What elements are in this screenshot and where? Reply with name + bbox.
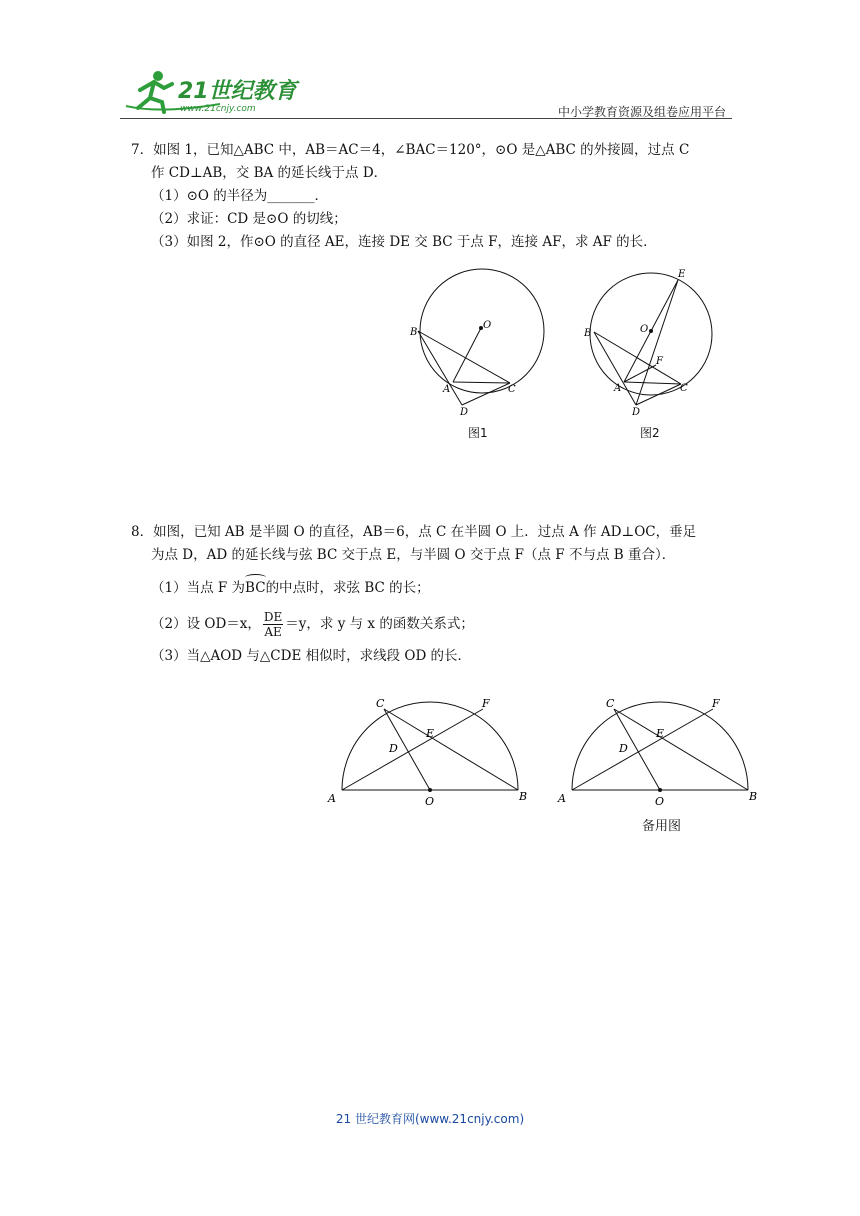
backup-semicircle-arc [572, 702, 748, 790]
backup-chord-cb [614, 709, 748, 790]
fig2-label-c: C [680, 383, 688, 394]
fig1-label-c: C [508, 384, 516, 395]
q8-part1-b: 的中点时，求弦 BC 的长； [265, 580, 430, 596]
backup-center-point-o [658, 788, 662, 792]
q7-part1: （1）⊙O 的半径为_______． [151, 188, 329, 204]
fig1-label-d: D [460, 407, 469, 418]
backup-label-f: F [712, 697, 720, 710]
segment-af [342, 709, 483, 790]
backup-label-e: E [656, 727, 665, 740]
fig1-segment-dc [462, 383, 510, 405]
semicircle-arc [342, 702, 518, 790]
fig1-circle [420, 269, 544, 393]
fraction-de-ae [263, 610, 283, 639]
label-f: F [482, 697, 490, 710]
q8-line2: 为点 D，AD 的延长线与弦 BC 交于点 E，与半圆 O 交于点 F（点 F 不与点 B 重合）． [151, 547, 676, 563]
fig1-segment-bc [418, 331, 510, 383]
label-d: D [389, 742, 398, 755]
fraction-numerator: DE [263, 610, 283, 624]
question-8 [131, 521, 751, 668]
fig1-label-a: A [443, 384, 451, 395]
label-b: B [519, 790, 528, 803]
fig1-caption: 图1 [468, 426, 488, 440]
chord-cb [384, 709, 518, 790]
q8-part2-b: ＝y，求 y 与 x 的函数关系式； [285, 616, 474, 632]
platform-name: 中小学教育资源及组卷应用平台 [557, 105, 726, 119]
fig2-label-b: B [584, 328, 592, 339]
fig1-segment-bd [418, 331, 462, 405]
q8-part2 [131, 610, 751, 639]
q8-part1-a: （1）当点 F 为 [151, 580, 246, 596]
backup-label-d: D [619, 742, 628, 755]
center-point-o [428, 788, 432, 792]
q7-part2: （2）求证：CD 是⊙O 的切线； [151, 211, 347, 227]
figure-semicircle [325, 695, 535, 810]
label-a: A [328, 792, 336, 805]
fig1-segment-ac [453, 382, 510, 383]
q8-line1: 8．如图，已知 AB 是半圆 O 的直径，AB＝6，点 C 在半圆 O 上．过点 A 作 AD⊥OC，垂足 [131, 524, 697, 540]
fraction-denominator: AE [264, 625, 282, 639]
label-c: C [376, 697, 385, 710]
figure-backup [555, 695, 765, 810]
fig2-label-f: F [656, 356, 663, 367]
fig2-segment-ac [624, 382, 681, 384]
q7-line2: 作 CD⊥AB，交 BA 的延长线于点 D． [151, 165, 388, 181]
q7-part3: （3）如图 2，作⊙O 的直径 AE，连接 DE 交 BC 于点 F，连接 AF，求 AF 的长． [151, 234, 657, 250]
fig2-segment-de [636, 280, 678, 405]
backup-segment-af [572, 709, 713, 790]
backup-label-a: A [558, 792, 566, 805]
fig2-label-a: A [614, 383, 622, 394]
logo-title: 21世纪教育 [178, 79, 297, 104]
fig1-segment-ao [453, 328, 481, 382]
fig2-circle [590, 273, 712, 395]
fig2-center-point [649, 329, 653, 333]
fig1-label-b: B [410, 327, 418, 338]
backup-label-c: C [606, 697, 615, 710]
q8-part3: （3）当△AOD 与△CDE 相似时，求线段 OD 的长． [151, 648, 472, 664]
label-e: E [426, 727, 435, 740]
header-divider [120, 118, 732, 119]
backup-label-o: O [655, 795, 665, 808]
q8-part2-a: （2）设 OD＝x， [151, 616, 261, 632]
page-footer[interactable]: 21 世纪教育网(www.21cnjy.com) [335, 1112, 525, 1126]
question-7 [131, 139, 751, 254]
arc-bc: BC [245, 577, 266, 600]
q7-line1: 7．如图 1，已知△ABC 中，AB＝AC＝4，∠BAC＝120°，⊙O 是△ABC 的外接圆，过点 C [131, 142, 690, 158]
site-logo [120, 68, 300, 116]
logo-url: www.21cnjy.com [180, 104, 256, 114]
backup-caption: 备用图 [642, 819, 682, 834]
fig2-caption: 图2 [640, 426, 660, 440]
page-header [120, 68, 732, 120]
figure-1 [405, 265, 565, 425]
q8-part1 [131, 577, 751, 600]
backup-label-b: B [749, 790, 758, 803]
fig2-label-e: E [678, 269, 686, 280]
fig2-label-d: D [632, 407, 641, 418]
label-o: O [425, 795, 435, 808]
figure-2 [580, 262, 750, 422]
fig2-label-o: O [640, 324, 649, 335]
fig1-label-o: O [483, 320, 492, 331]
